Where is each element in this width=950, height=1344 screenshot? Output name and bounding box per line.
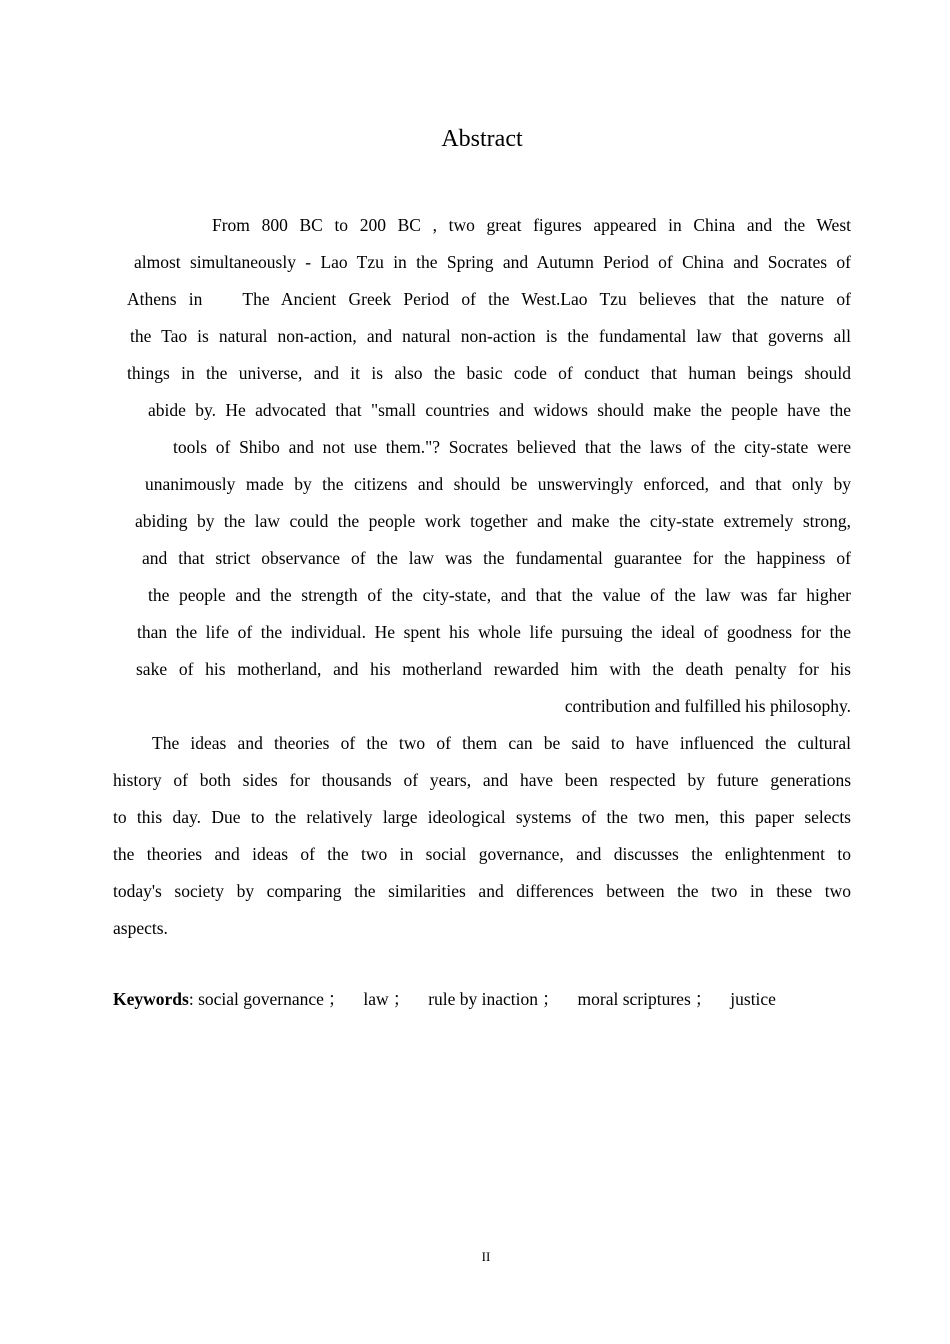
text-line: abiding by the law could the people work together and make the city-state extremely strong,: [135, 511, 851, 531]
keyword-separator: ；: [694, 989, 713, 1009]
text-line: The ideas and theories of the two of them can be said to have influenced the cultural: [152, 733, 851, 753]
keyword-separator: ；: [327, 989, 346, 1009]
keyword: moral scriptures: [577, 989, 691, 1009]
text-segment: The Ancient Greek Period of the West.Lao Tzu believes that the nature of: [242, 289, 851, 309]
text-line: almost simultaneously - Lao Tzu in the Spring and Autumn Period of China and Socrates of: [134, 252, 851, 272]
keywords-label: Keywords: [113, 989, 189, 1009]
text-line: today's society by comparing the similarities and differences between the two in these two: [113, 881, 851, 901]
text-line: to this day. Due to the relatively large ideological systems of the two men, this paper selects: [113, 807, 851, 827]
abstract-paragraph-2: [113, 725, 851, 947]
text-line: than the life of the individual. He spent his whole life pursuing the ideal of goodness for the: [137, 622, 851, 642]
text-line: [113, 281, 851, 318]
text-line: the people and the strength of the city-state, and that the value of the law was far higher: [148, 585, 851, 605]
abstract-paragraph-1: [113, 207, 851, 725]
page-title: Abstract: [441, 126, 523, 152]
text-line: history of both sides for thousands of years, and have been respected by future generations: [113, 770, 851, 790]
keywords-colon: :: [188, 989, 194, 1009]
text-line: the Tao is natural non-action, and natural non-action is the fundamental law that governs all: [130, 326, 851, 346]
text-line: unanimously made by the citizens and should be unswervingly enforced, and that only by: [145, 474, 851, 494]
text-segment: Athens in: [127, 289, 203, 309]
text-line: things in the universe, and it is also the basic code of conduct that human beings should: [127, 363, 851, 383]
keyword: law: [363, 989, 389, 1009]
text-line: abide by. He advocated that "small countries and widows should make the people have the: [148, 400, 851, 420]
keyword: rule by inaction: [428, 989, 539, 1009]
text-line: From 800 BC to 200 BC , two great figures appeared in China and the West: [212, 215, 851, 235]
keyword: justice: [730, 989, 776, 1009]
text-line: aspects.: [113, 918, 168, 938]
text-line: tools of Shibo and not use them."? Socrates believed that the laws of the city-state were: [173, 437, 851, 457]
text-line: contribution and fulfilled his philosophy.: [564, 696, 851, 716]
keyword-separator: ；: [392, 989, 411, 1009]
text-line: sake of his motherland, and his motherland rewarded him with the death penalty for his: [136, 659, 851, 679]
text-line: the theories and ideas of the two in social governance, and discusses the enlightenment to: [113, 844, 851, 864]
keywords-line: [113, 984, 851, 1014]
text-line: and that strict observance of the law was the fundamental guarantee for the happiness of: [142, 548, 851, 568]
page-number: II: [481, 1249, 491, 1264]
keyword: social governance: [198, 989, 324, 1009]
keyword-separator: ；: [542, 989, 560, 1009]
